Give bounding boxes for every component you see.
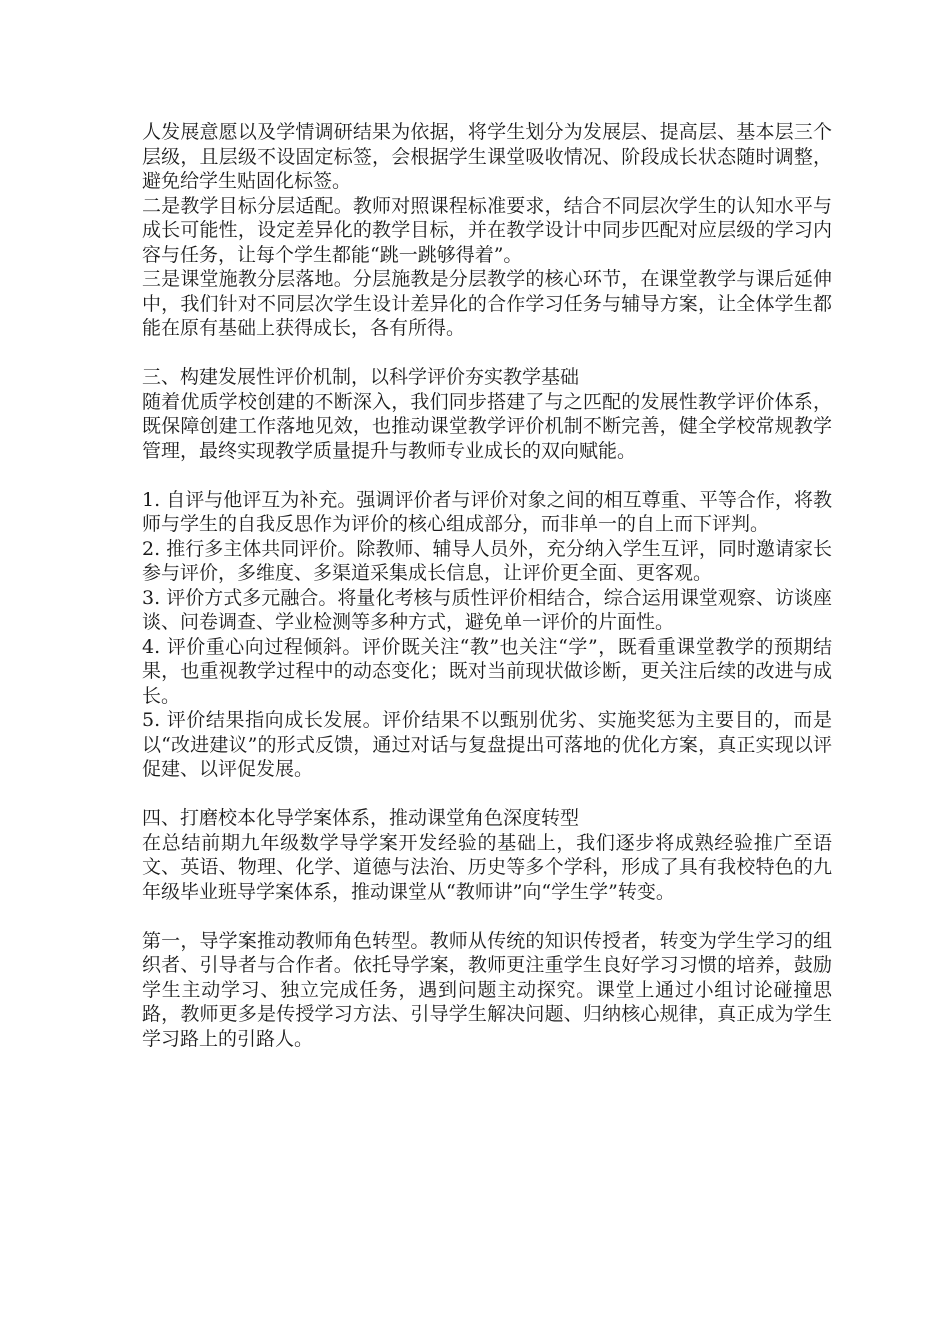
blank-line <box>142 904 832 929</box>
list-item-process-focus: 4. 评价重心向过程倾斜。评价既关注“教”也关注“学”，既看重课堂教学的预期结果，也重视教学过程中的动态变化；既对当前现状做诊断，更关注后续的改进与成长。 <box>142 635 832 707</box>
list-item-growth-oriented: 5. 评价结果指向成长发展。评价结果不以甄别优劣、实施奖惩为主要目的，而是以“改进建议”的形式反馈，通过对话与复盘提出可落地的优化方案，真正实现以评促建、以评促发展。 <box>142 709 832 780</box>
paragraph-evaluation-intro: 随着优质学校创建的不断深入，我们同步搭建了与之匹配的发展性教学评价体系，既保障创建工作落地见效，也推动课堂教学评价机制不断完善，健全学校常规教学管理，最终实现教学质量提升与教师专业成长的双向赋能。 <box>142 390 832 462</box>
blank-line <box>142 782 832 807</box>
paragraph-learning-guide-intro: 在总结前期九年级数学导学案开发经验的基础上，我们逐步将成熟经验推广至语文、英语、物理、化学、道德与法治、历史等多个学科，形成了具有我校特色的九年级毕业班导学案体系，推动课堂从“教师讲”向“学生学”转变。 <box>142 831 832 903</box>
list-item-multi-subject-evaluation: 2. 推行多主体共同评价。除教师、辅导人员外，充分纳入学生互评，同时邀请家长参与评价，多维度、多渠道采集成长信息，让评价更全面、更客观。 <box>142 537 832 584</box>
blank-line <box>142 463 832 488</box>
list-item-diverse-methods: 3. 评价方式多元融合。将量化考核与质性评价相结合，综合运用课堂观察、访谈座谈、问卷调查、学业检测等多种方式，避免单一评价的片面性。 <box>142 586 832 633</box>
blank-line <box>142 341 832 366</box>
paragraph-teacher-role-transformation: 第一，导学案推动教师角色转型。教师从传统的知识传授者，转变为学生学习的组织者、引导者与合作者。依托导学案，教师更注重学生良好学习习惯的培养，鼓励学生主动学习、独立完成任务，遇到问题主动探究。课堂上通过小组讨论碰撞思路，教师更多是传授学习方法、引导学生解决问题、归纳核心规律，真正成为学生学习路上的引路人。 <box>142 929 832 1050</box>
paragraph-stratification-basis: 人发展意愿以及学情调研结果为依据，将学生划分为发展层、提高层、基本层三个层级，且层级不设固定标签，会根据学生课堂吸收情况、阶段成长状态随时调整，避免给学生贴固化标签。 <box>142 121 832 192</box>
paragraph-teaching-stratification: 三是课堂施教分层落地。分层施教是分层教学的核心环节，在课堂教学与课后延伸中，我们针对不同层次学生设计差异化的合作学习任务与辅导方案，让全体学生都能在原有基础上获得成长，各有所得。 <box>142 268 832 339</box>
section-heading-evaluation: 三、构建发展性评价机制，以科学评价夯实教学基础 <box>142 366 580 388</box>
section-heading-learning-guide: 四、打磨校本化导学案体系，推动课堂角色深度转型 <box>142 807 580 829</box>
list-item-self-peer-evaluation: 1. 自评与他评互为补充。强调评价者与评价对象之间的相互尊重、平等合作，将教师与学生的自我反思作为评价的核心组成部分，而非单一的自上而下评判。 <box>142 488 832 535</box>
paragraph-target-stratification: 二是教学目标分层适配。教师对照课程标准要求，结合不同层次学生的认知水平与成长可能性，设定差异化的教学目标，并在教学设计中同步匹配对应层级的学习内容与任务，让每个学生都能“跳一跳够得着”。 <box>142 194 832 266</box>
document-page <box>142 120 832 1051</box>
